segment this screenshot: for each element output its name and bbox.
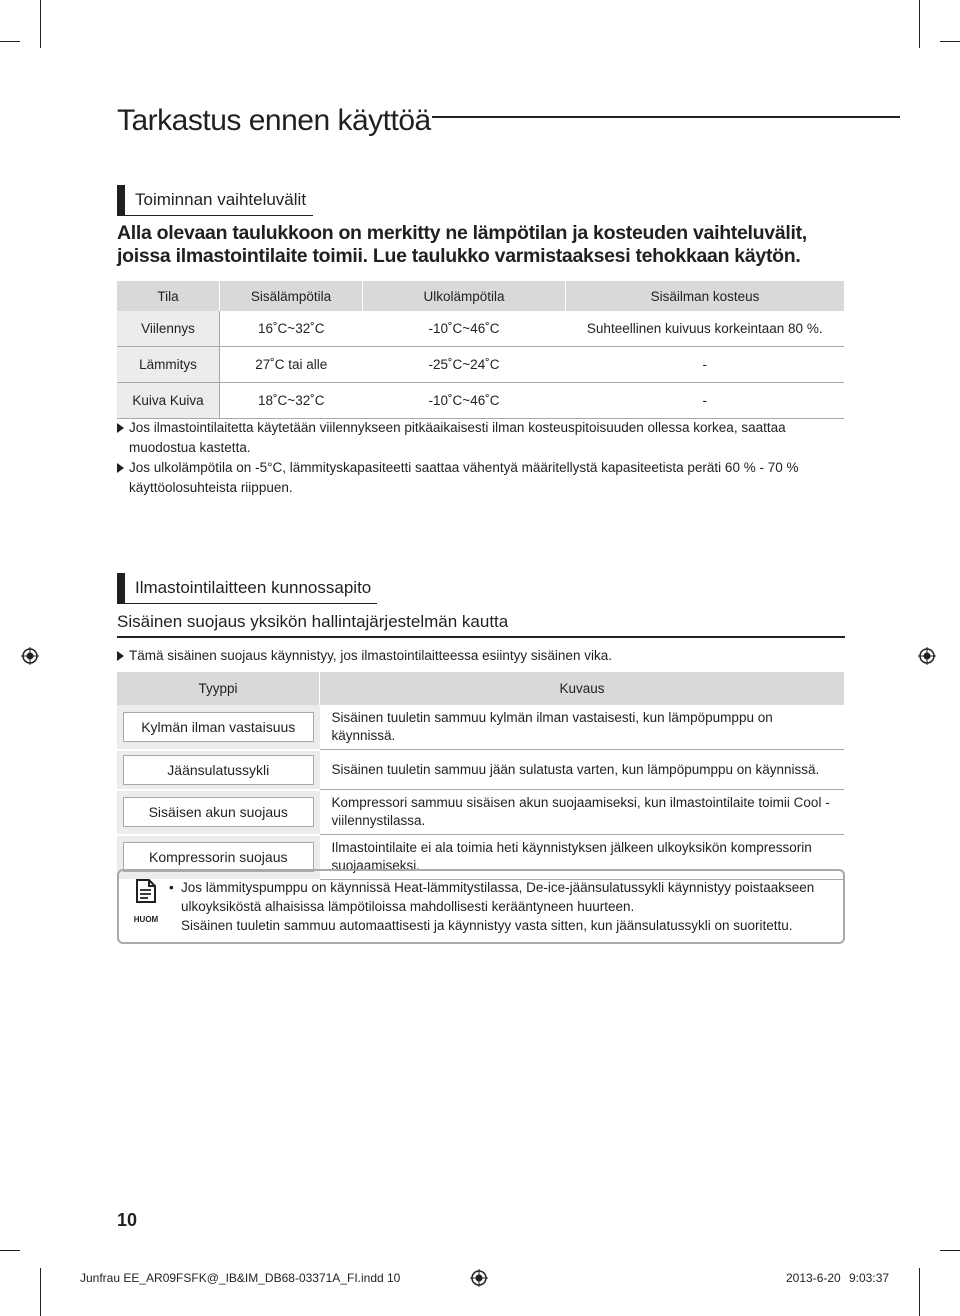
table-cell: Sisäinen tuuletin sammuu jään sulatusta varten, kun lämpöpumppu on käynnissä. (320, 750, 845, 790)
table-cell: Kompressori sammuu sisäisen akun suojaamiseksi, kun ilmastointilaite toimii Cool -viilennystilassa. (320, 790, 845, 835)
footer-time: 9:03:37 (849, 1271, 890, 1285)
note-icon-label: HUOM (133, 915, 159, 924)
table-header: Sisälämpötila (220, 281, 363, 311)
registration-mark-icon (470, 1269, 488, 1287)
table-header: Ulkolämpötila (363, 281, 566, 311)
note-line: Sisäinen tuuletin sammuu automaattisesti ja käynnistyy vasta sitten, kun jäänsulatussykli on suoritettu. (181, 918, 793, 933)
note-icon (129, 879, 163, 929)
heading-bar (117, 185, 125, 215)
table-cell: Kuiva Kuiva (117, 383, 220, 419)
subheading: Sisäinen suojaus yksikön hallintajärjestelmän kautta (117, 612, 845, 638)
table-cell: Suhteellinen kuivuus korkeintaan 80 %. (566, 311, 845, 347)
note-text: Jos ulkolämpötila on -5°C, lämmityskapasiteetti saattaa vähentyä määritellystä kapasiteetista peräti 60 % - 70 % käyttöolosuhteista riippuen. (129, 460, 799, 495)
table-row (117, 705, 844, 750)
crop-mark (40, 1268, 41, 1316)
table-header-row (117, 672, 844, 705)
table-row (117, 750, 844, 790)
page-title: Tarkastus ennen käyttöä (117, 104, 431, 137)
table-cell: 27˚C tai alle (220, 347, 363, 383)
table-cell (117, 750, 320, 790)
table-cell: Viilennys (117, 311, 220, 347)
table-cell: -10˚C~46˚C (363, 311, 566, 347)
type-label: Kylmän ilman vastaisuus (123, 712, 314, 742)
type-label: Sisäisen akun suojaus (123, 797, 314, 827)
triangle-bullet-icon (117, 651, 124, 661)
table-row (117, 311, 844, 347)
note-item (117, 458, 847, 498)
table-cell: - (566, 347, 845, 383)
footer-date: 2013-6-20 (786, 1271, 841, 1285)
section-heading-text: Ilmastointilaitteen kunnossapito (135, 578, 372, 597)
note-text: Tämä sisäinen suojaus käynnistyy, jos ilmastointilaitteessa esiintyy sisäinen vika. (129, 648, 612, 663)
registration-mark-icon (918, 647, 936, 665)
operating-range-table (117, 281, 844, 419)
page-number: 10 (117, 1210, 138, 1230)
crop-mark (940, 1250, 960, 1251)
table-cell: Sisäinen tuuletin sammuu kylmän ilman vastaisesti, kun lämpöpumppu on käynnissä. (320, 705, 845, 750)
table-cell: -10˚C~46˚C (363, 383, 566, 419)
table-header: Kuvaus (320, 672, 845, 705)
table-cell: Lämmitys (117, 347, 220, 383)
table-row (117, 383, 844, 419)
title-rule (432, 116, 900, 118)
type-label: Kompressorin suojaus (123, 842, 314, 872)
footer-filename: Junfrau EE_AR09FSFK@_IB&IM_DB68-03371A_FI.indd 10 (80, 1271, 401, 1285)
table-cell (117, 790, 320, 835)
table-cell (117, 705, 320, 750)
notes-list (117, 646, 847, 666)
crop-mark (40, 0, 41, 48)
table-header: Tila (117, 281, 220, 311)
heading-bar (117, 573, 125, 603)
table-header: Tyyppi (117, 672, 320, 705)
section-heading-ranges (117, 185, 313, 216)
note-bullet (169, 878, 829, 916)
notes-list (117, 418, 847, 498)
type-label: Jäänsulatussykli (123, 755, 314, 785)
triangle-bullet-icon (117, 423, 124, 433)
table-header-row (117, 281, 844, 311)
bullet-dot-icon: • (169, 880, 174, 895)
table-cell: 16˚C~32˚C (220, 311, 363, 347)
section-heading-maintenance (117, 573, 377, 604)
table-row (117, 790, 844, 835)
table-cell: -25˚C~24˚C (363, 347, 566, 383)
table-cell: Ilmastointilaite ei ala toimia heti käynnistyksen jälkeen ulkoyksikön kompressorin suojaamiseksi. (320, 835, 845, 880)
note-item (117, 418, 847, 458)
table-header: Sisäilman kosteus (566, 281, 845, 311)
document-icon (135, 879, 157, 903)
crop-mark (0, 41, 20, 42)
table-cell: 18˚C~32˚C (220, 383, 363, 419)
note-text: Jos ilmastointilaitetta käytetään viilennykseen pitkäaikaisesti ilman kosteuspitoisuuden ollessa korkea, saattaa muodostua kastetta. (129, 420, 786, 455)
crop-mark (919, 1268, 920, 1316)
registration-mark-icon (21, 647, 39, 665)
table-cell: - (566, 383, 845, 419)
intro-paragraph: Alla olevaan taulukkoon on merkitty ne lämpötilan ja kosteuden vaihteluvälit, joissa ilmastointilaite toimii. Lue taulukko varmistaaksesi tehokkaan käytön. (117, 222, 807, 267)
note-bullet-text: Jos lämmityspumppu on käynnissä Heat-lämmitystilassa, De-ice-jäänsulatussykli käynnistyy poistaakseen ulkoyksiköstä alhaisissa lämpötiloissa mahdollisesti kerääntyneen huurteen. (181, 880, 815, 914)
crop-mark (919, 0, 920, 48)
section-heading-text: Toiminnan vaihteluvälit (135, 190, 307, 209)
note-item (117, 646, 847, 666)
crop-mark (940, 41, 960, 42)
crop-mark (0, 1250, 20, 1251)
table-row (117, 347, 844, 383)
protection-table (117, 672, 844, 881)
note-box-text (169, 878, 829, 935)
note-box (117, 869, 845, 944)
triangle-bullet-icon (117, 463, 124, 473)
